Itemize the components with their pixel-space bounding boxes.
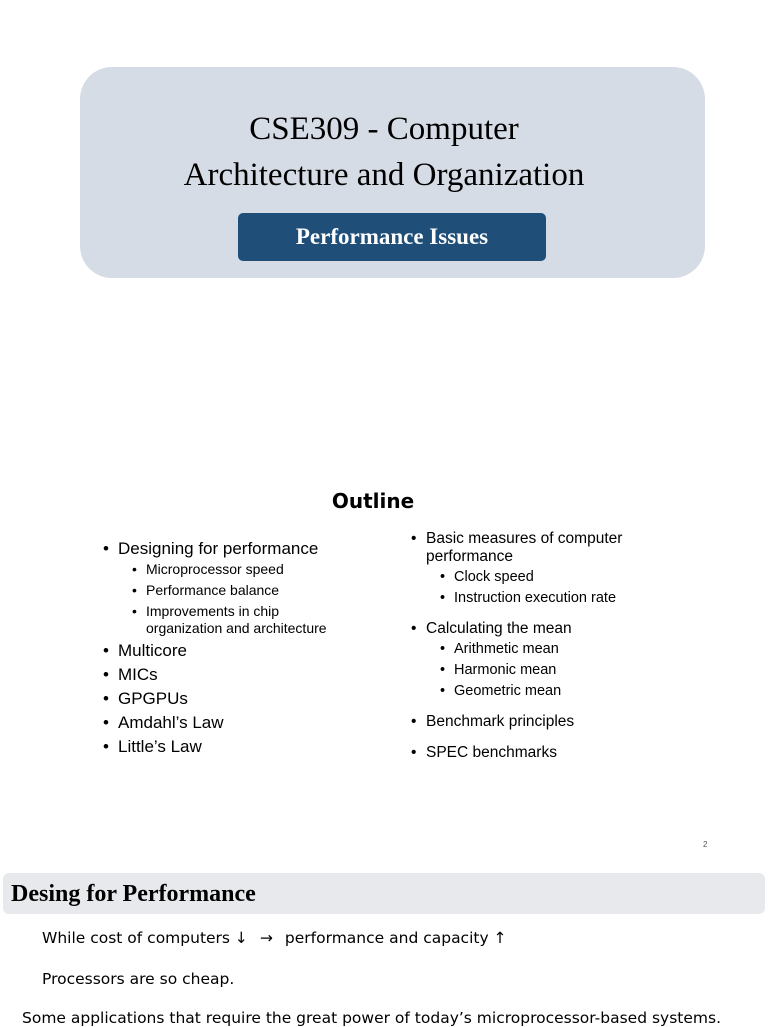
- outline-subitem: • Microprocessor speed: [132, 561, 333, 578]
- slide-title: [0, 106, 768, 198]
- outline-right-column: [411, 530, 641, 775]
- outline-item: [411, 530, 641, 607]
- outline-item-label: MICs: [118, 665, 158, 684]
- outline-subitem: • Instruction execution rate: [440, 590, 641, 607]
- outline-heading: Outline: [331, 489, 415, 513]
- outline-item: [103, 665, 333, 685]
- outline-item: [103, 689, 333, 709]
- section-title: Desing for Performance: [11, 881, 256, 907]
- outline-item: [103, 641, 333, 661]
- outline-right-list: [411, 530, 641, 762]
- outline-item: [103, 713, 333, 733]
- outline-item-label: Basic measures of computer performance: [426, 530, 623, 565]
- outline-item: [103, 539, 333, 637]
- outline-item-label: Calculating the mean: [426, 620, 572, 637]
- outline-item-label: Multicore: [118, 641, 187, 660]
- slide-title-line-2: Architecture and Organization: [183, 157, 585, 193]
- cost-text: While cost of computers ↓: [42, 929, 248, 947]
- body-line-applications: Some applications that require the great power of today’s microprocessor-based systems.: [22, 1009, 722, 1027]
- outline-item-label: Designing for performance: [118, 539, 319, 558]
- performance-text: performance and capacity ↑: [284, 929, 507, 947]
- outline-item: [411, 713, 641, 731]
- outline-sublist: [132, 561, 333, 637]
- right-arrow-icon: →: [259, 929, 273, 947]
- outline-item: [411, 744, 641, 762]
- subtitle-badge: Performance Issues: [238, 213, 546, 261]
- outline-item-label: SPEC benchmarks: [426, 744, 557, 761]
- page-number: 2: [703, 840, 708, 849]
- outline-item-label: Benchmark principles: [426, 713, 575, 730]
- outline-subitem: • Performance balance: [132, 582, 333, 599]
- outline-left-list: [103, 539, 333, 757]
- outline-subitem: • Clock speed: [440, 569, 641, 586]
- body-line-processors: Processors are so cheap.: [42, 970, 235, 988]
- body-line-cost: [42, 929, 507, 947]
- outline-item-label: GPGPUs: [118, 689, 188, 708]
- outline-item: [411, 620, 641, 700]
- outline-left-column: [103, 539, 333, 761]
- outline-subitem: • Improvements in chip organization and architecture: [132, 603, 333, 637]
- outline-item: [103, 737, 333, 757]
- outline-subitem: • Geometric mean: [440, 683, 641, 700]
- outline-item-label: Amdahl’s Law: [118, 713, 224, 732]
- outline-item-label: Little’s Law: [118, 737, 202, 756]
- slide-title-line-1: CSE309 - Computer: [249, 111, 519, 147]
- outline-sublist: [440, 569, 641, 607]
- outline-subitem: • Arithmetic mean: [440, 641, 641, 658]
- outline-sublist: [440, 641, 641, 700]
- outline-subitem: • Harmonic mean: [440, 662, 641, 679]
